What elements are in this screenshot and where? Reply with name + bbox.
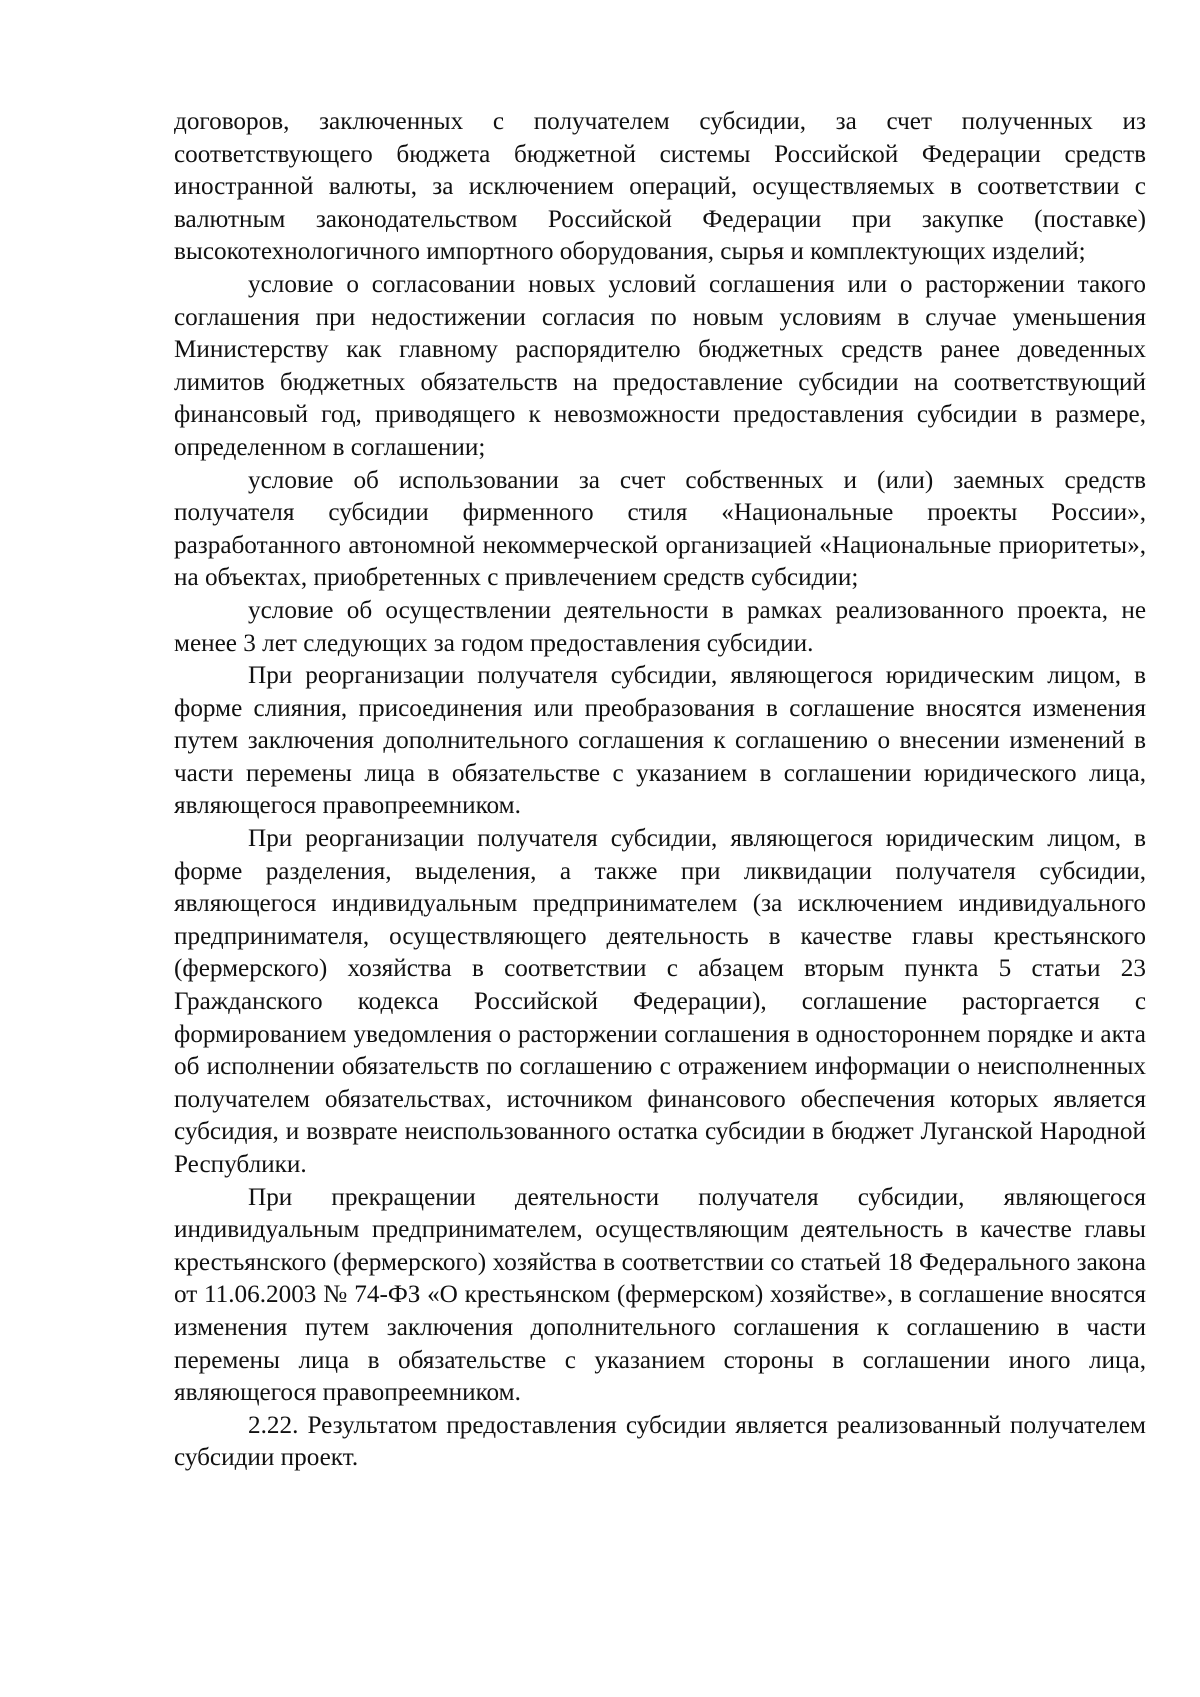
- paragraph-2: условие о согласовании новых условий соглашения или о расторжении такого соглашения при недостижении согласия по новым условиям в случае уменьшения Министерству как главному распорядителю бюджетных средств ранее доведенных лимитов бюджетных обязательств на предоставление субсидии на соответствующий финансовый год, приводящего к невозможности предоставления субсидии в размере, определенном в соглашении;: [174, 270, 1146, 461]
- paragraph-4: условие об осуществлении деятельности в рамках реализованного проекта, не менее 3 лет следующих за годом предоставления субсидии.: [174, 596, 1146, 657]
- paragraph-6: При реорганизации получателя субсидии, являющегося юридическим лицом, в форме разделения, выделения, а также при ликвидации получателя субсидии, являющегося индивидуальным предпринимателем (за исключением индивидуального предпринимателя, осуществляющего деятельность в качестве главы крестьянского (фермерского) хозяйства в соответствии с абзацем вторым пункта 5 статьи 23 Гражданского кодекса Российской Федерации), соглашение расторгается с формированием уведомления о расторжении соглашения в одностороннем порядке и акта об исполнении обязательств по соглашению с отражением информации о неисполненных получателем обязательствах, источником финансового обеспечения которых является субсидия, и возврате неиспользованного остатка субсидии в бюджет Луганской Народной Республики.: [174, 825, 1146, 1178]
- paragraph-7: При прекращении деятельности получателя субсидии, являющегося индивидуальным предпринимателем, осуществляющим деятельность в качестве главы крестьянского (фермерского) хозяйства в соответствии со статьей 18 Федерального закона от 11.06.2003 № 74-ФЗ «О крестьянском (фермерском) хозяйстве», в соглашение вносятся изменения путем заключения дополнительного соглашения к соглашению в части перемены лица в обязательстве с указанием стороны в соглашении иного лица, являющегося правопреемником.: [174, 1183, 1146, 1407]
- paragraph-3: условие об использовании за счет собственных и (или) заемных средств получателя субсидии фирменного стиля «Национальные проекты России», разработанного автономной некоммерческой организацией «Национальные приоритеты», на объектах, приобретенных с привлечением средств субсидии;: [174, 466, 1146, 592]
- paragraph-5: При реорганизации получателя субсидии, являющегося юридическим лицом, в форме слияния, присоединения или преобразования в соглашение вносятся изменения путем заключения дополнительного соглашения к соглашению о внесении изменений в части перемены лица в обязательстве с указанием в соглашении юридического лица, являющегося правопреемником.: [174, 662, 1146, 820]
- paragraph-8: 2.22. Результатом предоставления субсидии является реализованный получателем субсидии проект.: [174, 1411, 1146, 1472]
- paragraph-1: договоров, заключенных с получателем субсидии, за счет полученных из соответствующего бюджета бюджетной системы Российской Федерации средств иностранной валюты, за исключением операций, осуществляемых в соответствии с валютным законодательством Российской Федерации при закупке (поставке) высокотехнологичного импортного оборудования, сырья и комплектующих изделий;: [174, 108, 1146, 266]
- document-page: [174, 106, 1146, 1475]
